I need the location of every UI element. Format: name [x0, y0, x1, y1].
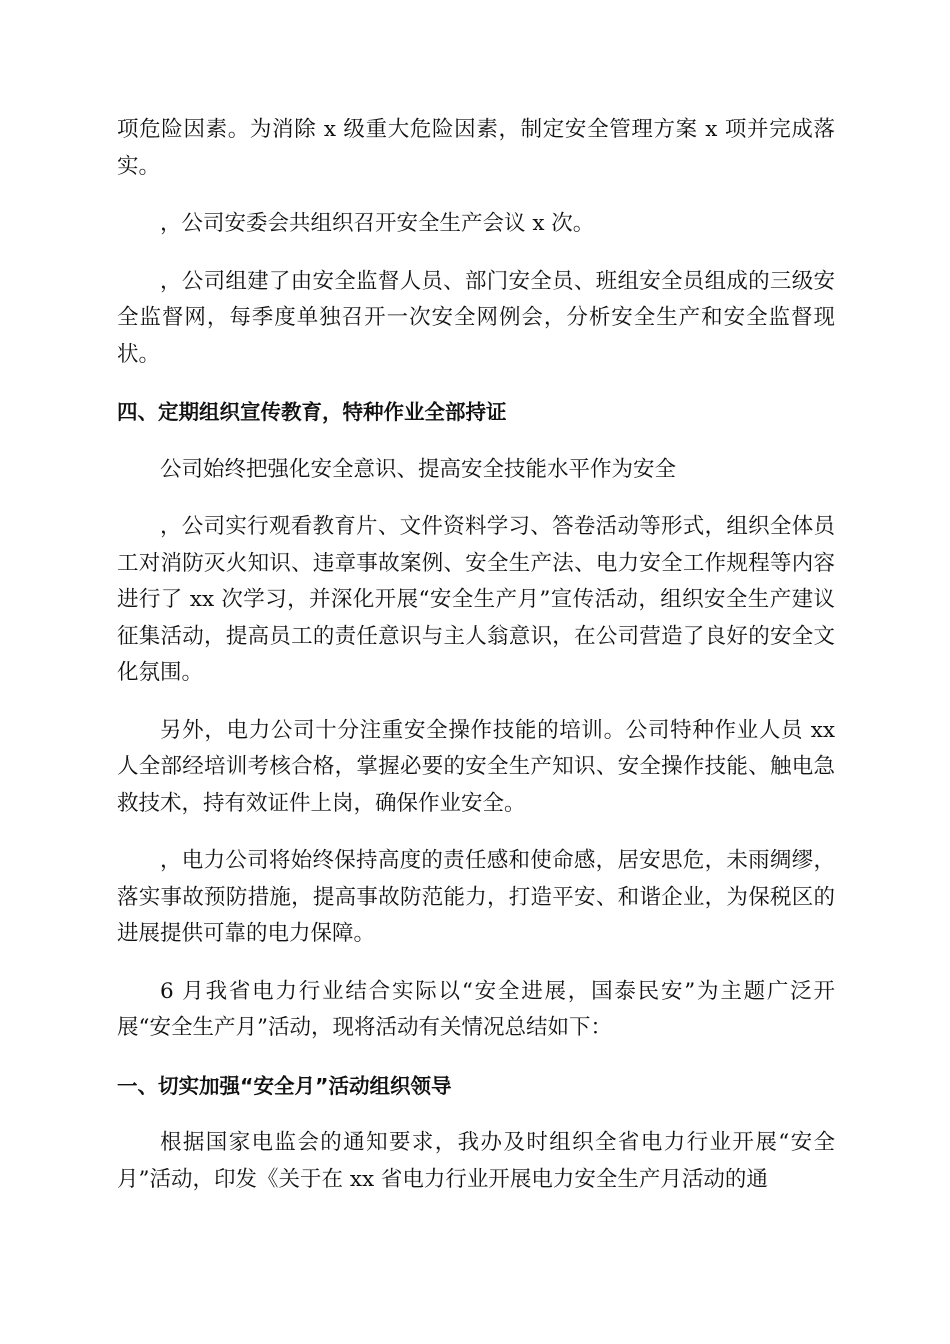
paragraph-6: 另外，电力公司十分注重安全操作技能的培训。公司特种作业人员 xx 人全部经培训考核合格，掌握必要的安全生产知识、安全操作技能、触电急救技术，持有效证件上岗，确保作业安全。 — [117, 717, 835, 816]
paragraph-gap — [117, 822, 835, 843]
section-heading-1: 一、切实加强“安全月”活动组织领导 — [117, 1073, 452, 1098]
document-page — [117, 112, 835, 1198]
section-heading-4: 四、定期组织宣传教育，特种作业全部持证 — [117, 400, 507, 424]
paragraph-gap — [117, 1104, 835, 1125]
paragraph-gap — [117, 431, 835, 452]
paragraph-8: 6 月我省电力行业结合实际以“安全进展，国泰民安”为主题广泛开展“安全生产月”活动，现将活动有关情况总结如下： — [117, 978, 835, 1040]
paragraph-gap — [117, 692, 835, 713]
paragraph-gap — [117, 953, 835, 974]
paragraph-4: 公司始终把强化安全意识、提高安全技能水平作为安全 — [160, 456, 677, 482]
paragraph-9: 根据国家电监会的通知要求，我办及时组织全省电力行业开展“安全月”活动，印发《关于在 xx 省电力行业开展电力安全生产月活动的通 — [117, 1130, 835, 1192]
paragraph-gap — [117, 1047, 835, 1068]
paragraph-5: ，公司实行观看教育片、文件资料学习、答卷活动等形式，组织全体员工对消防灭火知识、违章事故案例、安全生产法、电力安全工作规程等内容进行了 xx 次学习，并深化开展“安全生产月”宣传活动，组织安全生产建议征集活动，提高员工的责任意识与主人翁意识，在公司营造了良好的安全文化氛围。 — [117, 514, 835, 685]
paragraph-1: 项危险因素。为消除 x 级重大危险因素，制定安全管理方案 x 项并完成落实。 — [117, 117, 835, 179]
paragraph-gap — [117, 488, 835, 509]
paragraph-7: ，电力公司将始终保持高度的责任感和使命感，居安思危，未雨绸缪，落实事故预防措施，提高事故防范能力，打造平安、和谐企业，为保税区的进展提供可靠的电力保障。 — [117, 848, 835, 946]
paragraph-2: ，公司安委会共组织召开安全生产会议 x 次。 — [160, 211, 595, 236]
paragraph-gap — [117, 243, 835, 264]
paragraph-3: ，公司组建了由安全监督人员、部门安全员、班组安全员组成的三级安全监督网，每季度单独召开一次安全网例会，分析安全生产和安全监督现状。 — [117, 268, 835, 367]
paragraph-gap — [117, 373, 835, 394]
paragraph-gap — [117, 185, 835, 206]
